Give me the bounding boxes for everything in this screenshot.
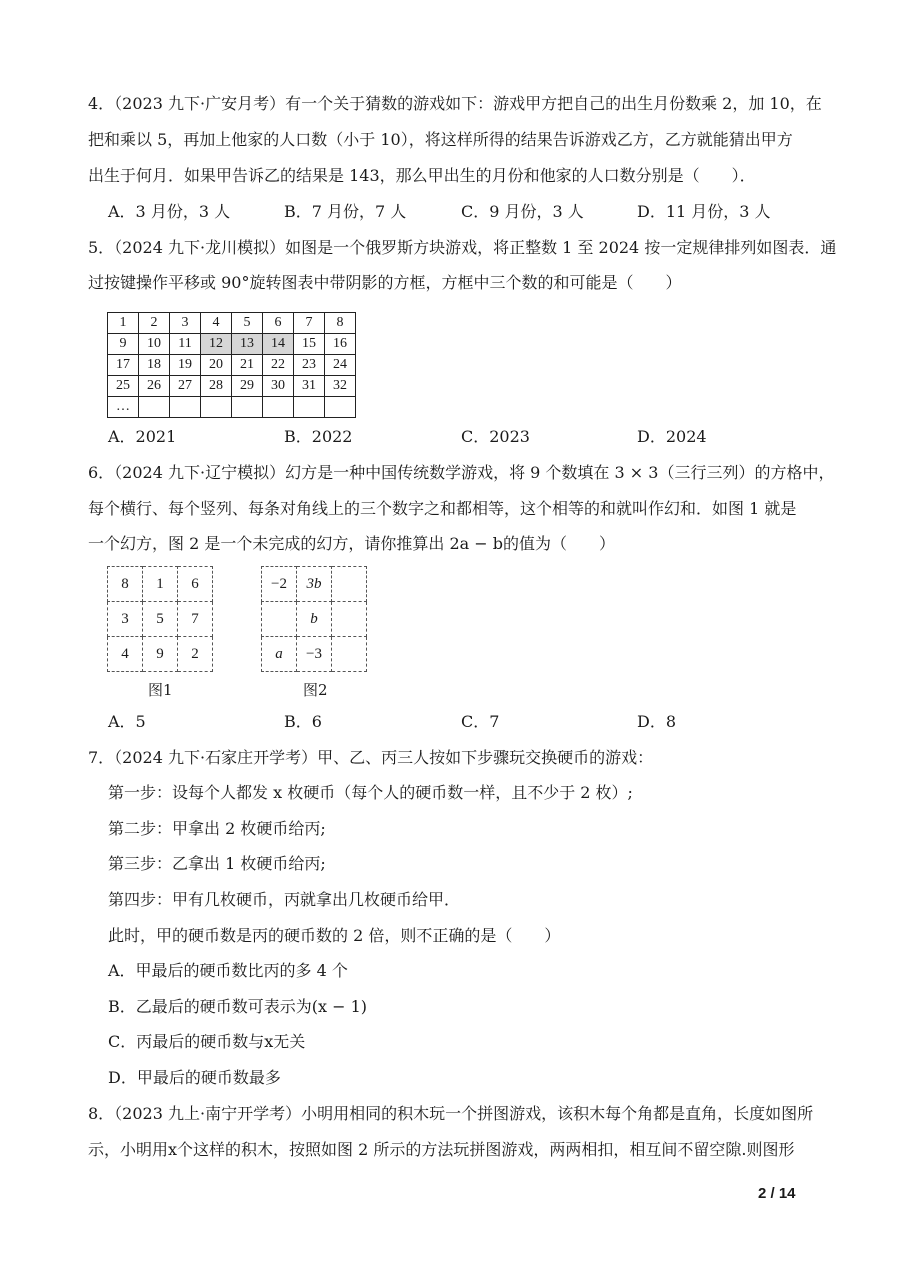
q7-option-a: A．甲最后的硬币数比丙的多 4 个	[108, 961, 348, 980]
grid-cell: 6	[263, 313, 294, 334]
fig1-row	[108, 637, 213, 672]
page-number: 2 / 14	[758, 1185, 796, 1202]
grid-cell: 2	[139, 313, 170, 334]
q7-option-c: C．丙最后的硬币数与x无关	[108, 1032, 306, 1051]
fig1-cell: 2	[178, 637, 213, 672]
grid-cell: 16	[325, 334, 356, 355]
q5-option-a: A．2021	[108, 427, 177, 446]
q4-option-d: D．11 月份，3 人	[637, 202, 771, 221]
grid-cell: 20	[201, 355, 232, 376]
grid-cell: 11	[170, 334, 201, 355]
grid-cell: 24	[325, 355, 356, 376]
q6-line-3: 一个幻方，图 2 是一个未完成的幻方，请你推算出 2a − b的值为（ ）	[88, 534, 615, 553]
grid-cell: 5	[232, 313, 263, 334]
grid-cell: 12	[201, 334, 232, 355]
q4-option-c: C．9 月份，3 人	[461, 202, 584, 221]
grid-row	[108, 355, 356, 376]
grid-cell: 3	[170, 313, 201, 334]
grid-cell: 19	[170, 355, 201, 376]
q6-option-c: C．7	[461, 712, 500, 731]
q8-line-1: 8．（2023 九上·南宁开学考）小明用相同的积木玩一个拼图游戏，该积木每个角都是直角，长度如图所	[88, 1104, 814, 1123]
grid-cell: 13	[232, 334, 263, 355]
q7-step-3: 第三步：乙拿出 1 枚硬币给丙;	[108, 854, 326, 873]
q4-line-1: 4．（2023 九下·广安月考）有一个关于猜数的游戏如下：游戏甲方把自己的出生月份数乘 2，加 10，在	[88, 94, 822, 113]
magic-square-fig1	[107, 566, 213, 672]
q4-line-2: 把和乘以 5，再加上他家的人口数（小于 10），将这样所得的结果告诉游戏乙方，乙方就能猜出甲方	[88, 130, 793, 149]
q5-option-b: B．2022	[284, 427, 353, 446]
q4-option-a: A．3 月份，3 人	[108, 202, 231, 221]
grid-cell	[232, 397, 263, 418]
grid-row	[108, 313, 356, 334]
grid-cell: 26	[139, 376, 170, 397]
fig2-cell	[332, 602, 367, 637]
q7-step-2: 第二步：甲拿出 2 枚硬币给丙;	[108, 819, 326, 838]
fig1-cell: 5	[143, 602, 178, 637]
grid-cell: 28	[201, 376, 232, 397]
fig2-cell	[332, 567, 367, 602]
q7-step-4: 第四步：甲有几枚硬币，丙就拿出几枚硬币给甲．	[108, 890, 461, 909]
q6-line-2: 每个横行、每个竖列、每条对角线上的三个数字之和都相等，这个相等的和就叫作幻和．如图 1 就是	[88, 499, 797, 518]
fig2-caption: 图2	[303, 681, 328, 699]
grid-cell: 1	[108, 313, 139, 334]
fig1-cell: 3	[108, 602, 143, 637]
fig2-cell: 3b	[297, 567, 332, 602]
q8-line-2: 示，小明用x个这样的积木，按照如图 2 所示的方法玩拼图游戏，两两相扣，相互间不留空隙.则图形	[88, 1140, 795, 1159]
grid-cell	[139, 397, 170, 418]
q5-option-c: C．2023	[461, 427, 530, 446]
number-grid-table	[107, 312, 356, 418]
fig1-cell: 7	[178, 602, 213, 637]
fig2-cell	[332, 637, 367, 672]
fig1-row	[108, 602, 213, 637]
grid-cell: 22	[263, 355, 294, 376]
grid-cell: 27	[170, 376, 201, 397]
q5-line-1: 5．（2024 九下·龙川模拟）如图是一个俄罗斯方块游戏，将正整数 1 至 2024 按一定规律排列如图表．通	[88, 238, 837, 257]
fig2-cell: b	[297, 602, 332, 637]
fig2-row	[262, 602, 367, 637]
q7-line-1: 7．（2024 九下·石家庄开学考）甲、乙、丙三人按如下步骤玩交换硬币的游戏：	[88, 748, 654, 767]
grid-cell	[201, 397, 232, 418]
grid-cell: 23	[294, 355, 325, 376]
grid-cell: 21	[232, 355, 263, 376]
fig1-cell: 9	[143, 637, 178, 672]
fig1-row	[108, 567, 213, 602]
q7-option-b: B．乙最后的硬币数可表示为(x − 1)	[108, 997, 368, 1016]
grid-cell	[263, 397, 294, 418]
grid-cell: 32	[325, 376, 356, 397]
q6-line-1: 6．（2024 九下·辽宁模拟）幻方是一种中国传统数学游戏，将 9 个数填在 3 × 3（三行三列）的方格中，	[88, 463, 835, 482]
grid-cell	[170, 397, 201, 418]
fig1-cell: 8	[108, 567, 143, 602]
grid-cell: 25	[108, 376, 139, 397]
grid-cell: 4	[201, 313, 232, 334]
fig1-caption: 图1	[148, 681, 173, 699]
grid-cell: …	[108, 397, 139, 418]
fig2-cell: −2	[262, 567, 297, 602]
q7-option-d: D．甲最后的硬币数最多	[108, 1068, 281, 1087]
grid-cell: 9	[108, 334, 139, 355]
grid-cell: 15	[294, 334, 325, 355]
q5-option-d: D．2024	[637, 427, 707, 446]
grid-cell: 30	[263, 376, 294, 397]
fig2-row	[262, 567, 367, 602]
fig2-row	[262, 637, 367, 672]
grid-cell: 10	[139, 334, 170, 355]
grid-cell	[294, 397, 325, 418]
grid-cell: 8	[325, 313, 356, 334]
grid-cell: 31	[294, 376, 325, 397]
grid-cell: 7	[294, 313, 325, 334]
fig1-cell: 1	[143, 567, 178, 602]
fig1-cell: 4	[108, 637, 143, 672]
grid-cell: 18	[139, 355, 170, 376]
grid-row	[108, 334, 356, 355]
fig1-cell: 6	[178, 567, 213, 602]
fig2-cell: −3	[297, 637, 332, 672]
q6-option-d: D．8	[637, 712, 677, 731]
q7-question: 此时，甲的硬币数是丙的硬币数的 2 倍，则不正确的是（ ）	[108, 926, 561, 945]
grid-row	[108, 376, 356, 397]
q4-option-b: B．7 月份，7 人	[284, 202, 407, 221]
grid-cell: 29	[232, 376, 263, 397]
q5-line-2: 过按键操作平移或 90°旋转图表中带阴影的方框，方框中三个数的和可能是（ ）	[88, 273, 682, 292]
fig2-cell: a	[262, 637, 297, 672]
q6-option-b: B．6	[284, 712, 322, 731]
q6-option-a: A．5	[108, 712, 146, 731]
grid-cell: 14	[263, 334, 294, 355]
magic-square-fig2	[261, 566, 367, 672]
grid-row	[108, 397, 356, 418]
grid-cell	[325, 397, 356, 418]
q4-line-3: 出生于何月．如果甲告诉乙的结果是 143，那么甲出生的月份和他家的人口数分别是（ ）．	[88, 166, 756, 185]
fig2-cell	[262, 602, 297, 637]
grid-cell: 17	[108, 355, 139, 376]
q7-step-1: 第一步：设每个人都发 x 枚硬币（每个人的硬币数一样，且不少于 2 枚）;	[108, 783, 633, 802]
